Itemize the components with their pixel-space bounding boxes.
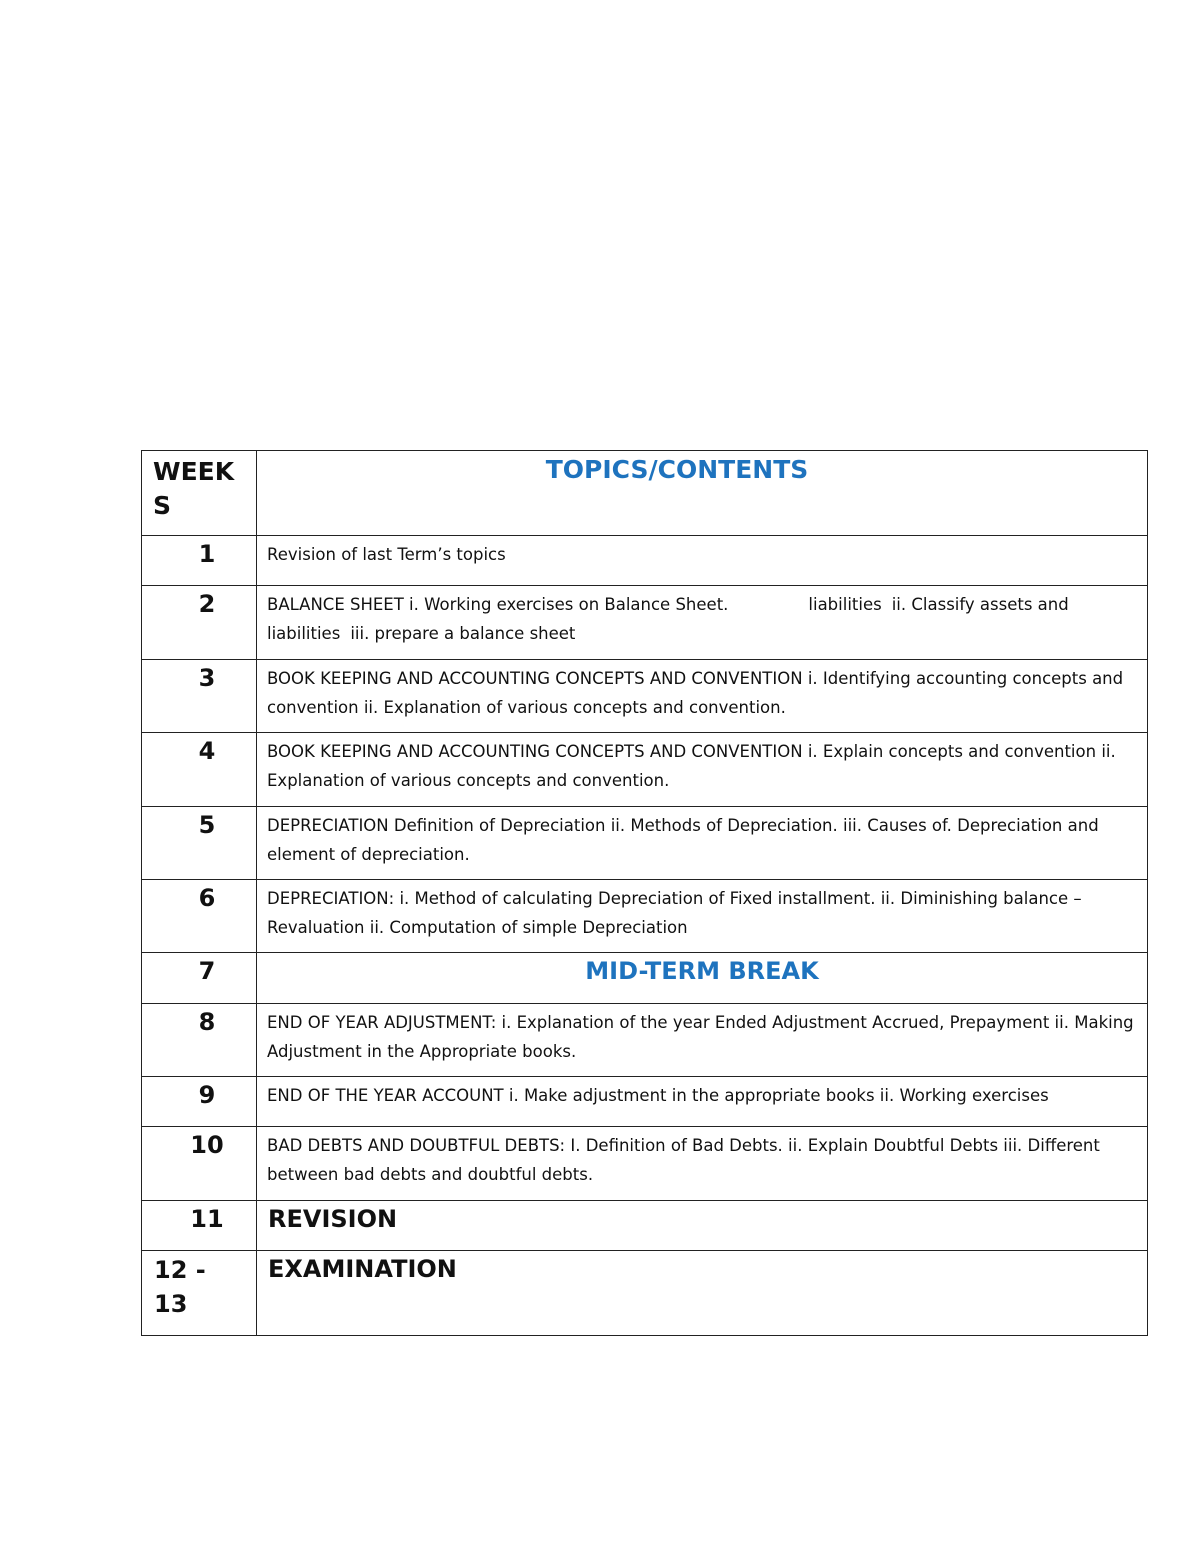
table-row xyxy=(142,807,1148,880)
week-number: 6 xyxy=(142,880,257,953)
table-row xyxy=(142,880,1148,953)
topic-content: Revision of last Term’s topics xyxy=(257,536,1148,586)
mid-term-break: MID-TERM BREAK xyxy=(257,953,1148,1004)
examination-topic: EXAMINATION xyxy=(257,1251,1148,1336)
topic-content: DEPRECIATION: i. Method of calculating Depreciation of Fixed installment. ii. Diminishing balance – Revaluation ii. Computation of simple Depreciation xyxy=(257,880,1148,953)
table-row xyxy=(142,660,1148,733)
scheme-of-work-table xyxy=(141,450,1148,1336)
week-number: 8 xyxy=(142,1004,257,1077)
week-number: 2 xyxy=(142,586,257,660)
topic-content-part: ii. Classify assets and liabilities xyxy=(267,595,1069,643)
weeks-header: WEEKS xyxy=(142,451,257,536)
week-number: 10 xyxy=(142,1127,257,1201)
table-row xyxy=(142,953,1148,1004)
table-header-row xyxy=(142,451,1148,536)
week-number: 11 xyxy=(142,1201,257,1251)
topic-content: BAD DEBTS AND DOUBTFUL DEBTS: I. Definition of Bad Debts. ii. Explain Doubtful Debts iii. Different between bad debts and doubtful debts. xyxy=(257,1127,1148,1201)
week-number: 7 xyxy=(142,953,257,1004)
week-number: 3 xyxy=(142,660,257,733)
week-number: 5 xyxy=(142,807,257,880)
topic-content xyxy=(257,586,1148,660)
topic-content: BOOK KEEPING AND ACCOUNTING CONCEPTS AND CONVENTION i. Identifying accounting concepts and convention ii. Explanation of various concepts and convention. xyxy=(257,660,1148,733)
topics-contents-header: TOPICS/CONTENTS xyxy=(257,451,1148,536)
topic-content-part: iii. prepare a balance sheet xyxy=(350,624,576,643)
table-row xyxy=(142,1251,1148,1336)
table-row xyxy=(142,586,1148,660)
topic-content: DEPRECIATION Definition of Depreciation ii. Methods of Depreciation. iii. Causes of. Depreciation and element of depreciation. xyxy=(257,807,1148,880)
topic-content: END OF THE YEAR ACCOUNT i. Make adjustment in the appropriate books ii. Working exercises xyxy=(257,1077,1148,1127)
table-row xyxy=(142,733,1148,807)
table-row xyxy=(142,536,1148,586)
revision-topic: REVISION xyxy=(257,1201,1148,1251)
table-row xyxy=(142,1201,1148,1251)
table-row xyxy=(142,1004,1148,1077)
table-row xyxy=(142,1077,1148,1127)
topic-content-part: liabilities xyxy=(808,595,882,614)
week-number: 12 - 13 xyxy=(142,1251,257,1336)
table-row xyxy=(142,1127,1148,1201)
topic-content-part: BALANCE SHEET i. Working exercises on Balance Sheet. xyxy=(267,595,729,614)
topic-content: END OF YEAR ADJUSTMENT: i. Explanation of the year Ended Adjustment Accrued, Prepayment ii. Making Adjustment in the Appropriate books. xyxy=(257,1004,1148,1077)
week-number: 9 xyxy=(142,1077,257,1127)
week-number: 4 xyxy=(142,733,257,807)
topic-content: BOOK KEEPING AND ACCOUNTING CONCEPTS AND CONVENTION i. Explain concepts and convention ii. Explanation of various concepts and convention. xyxy=(257,733,1148,807)
week-number: 1 xyxy=(142,536,257,586)
